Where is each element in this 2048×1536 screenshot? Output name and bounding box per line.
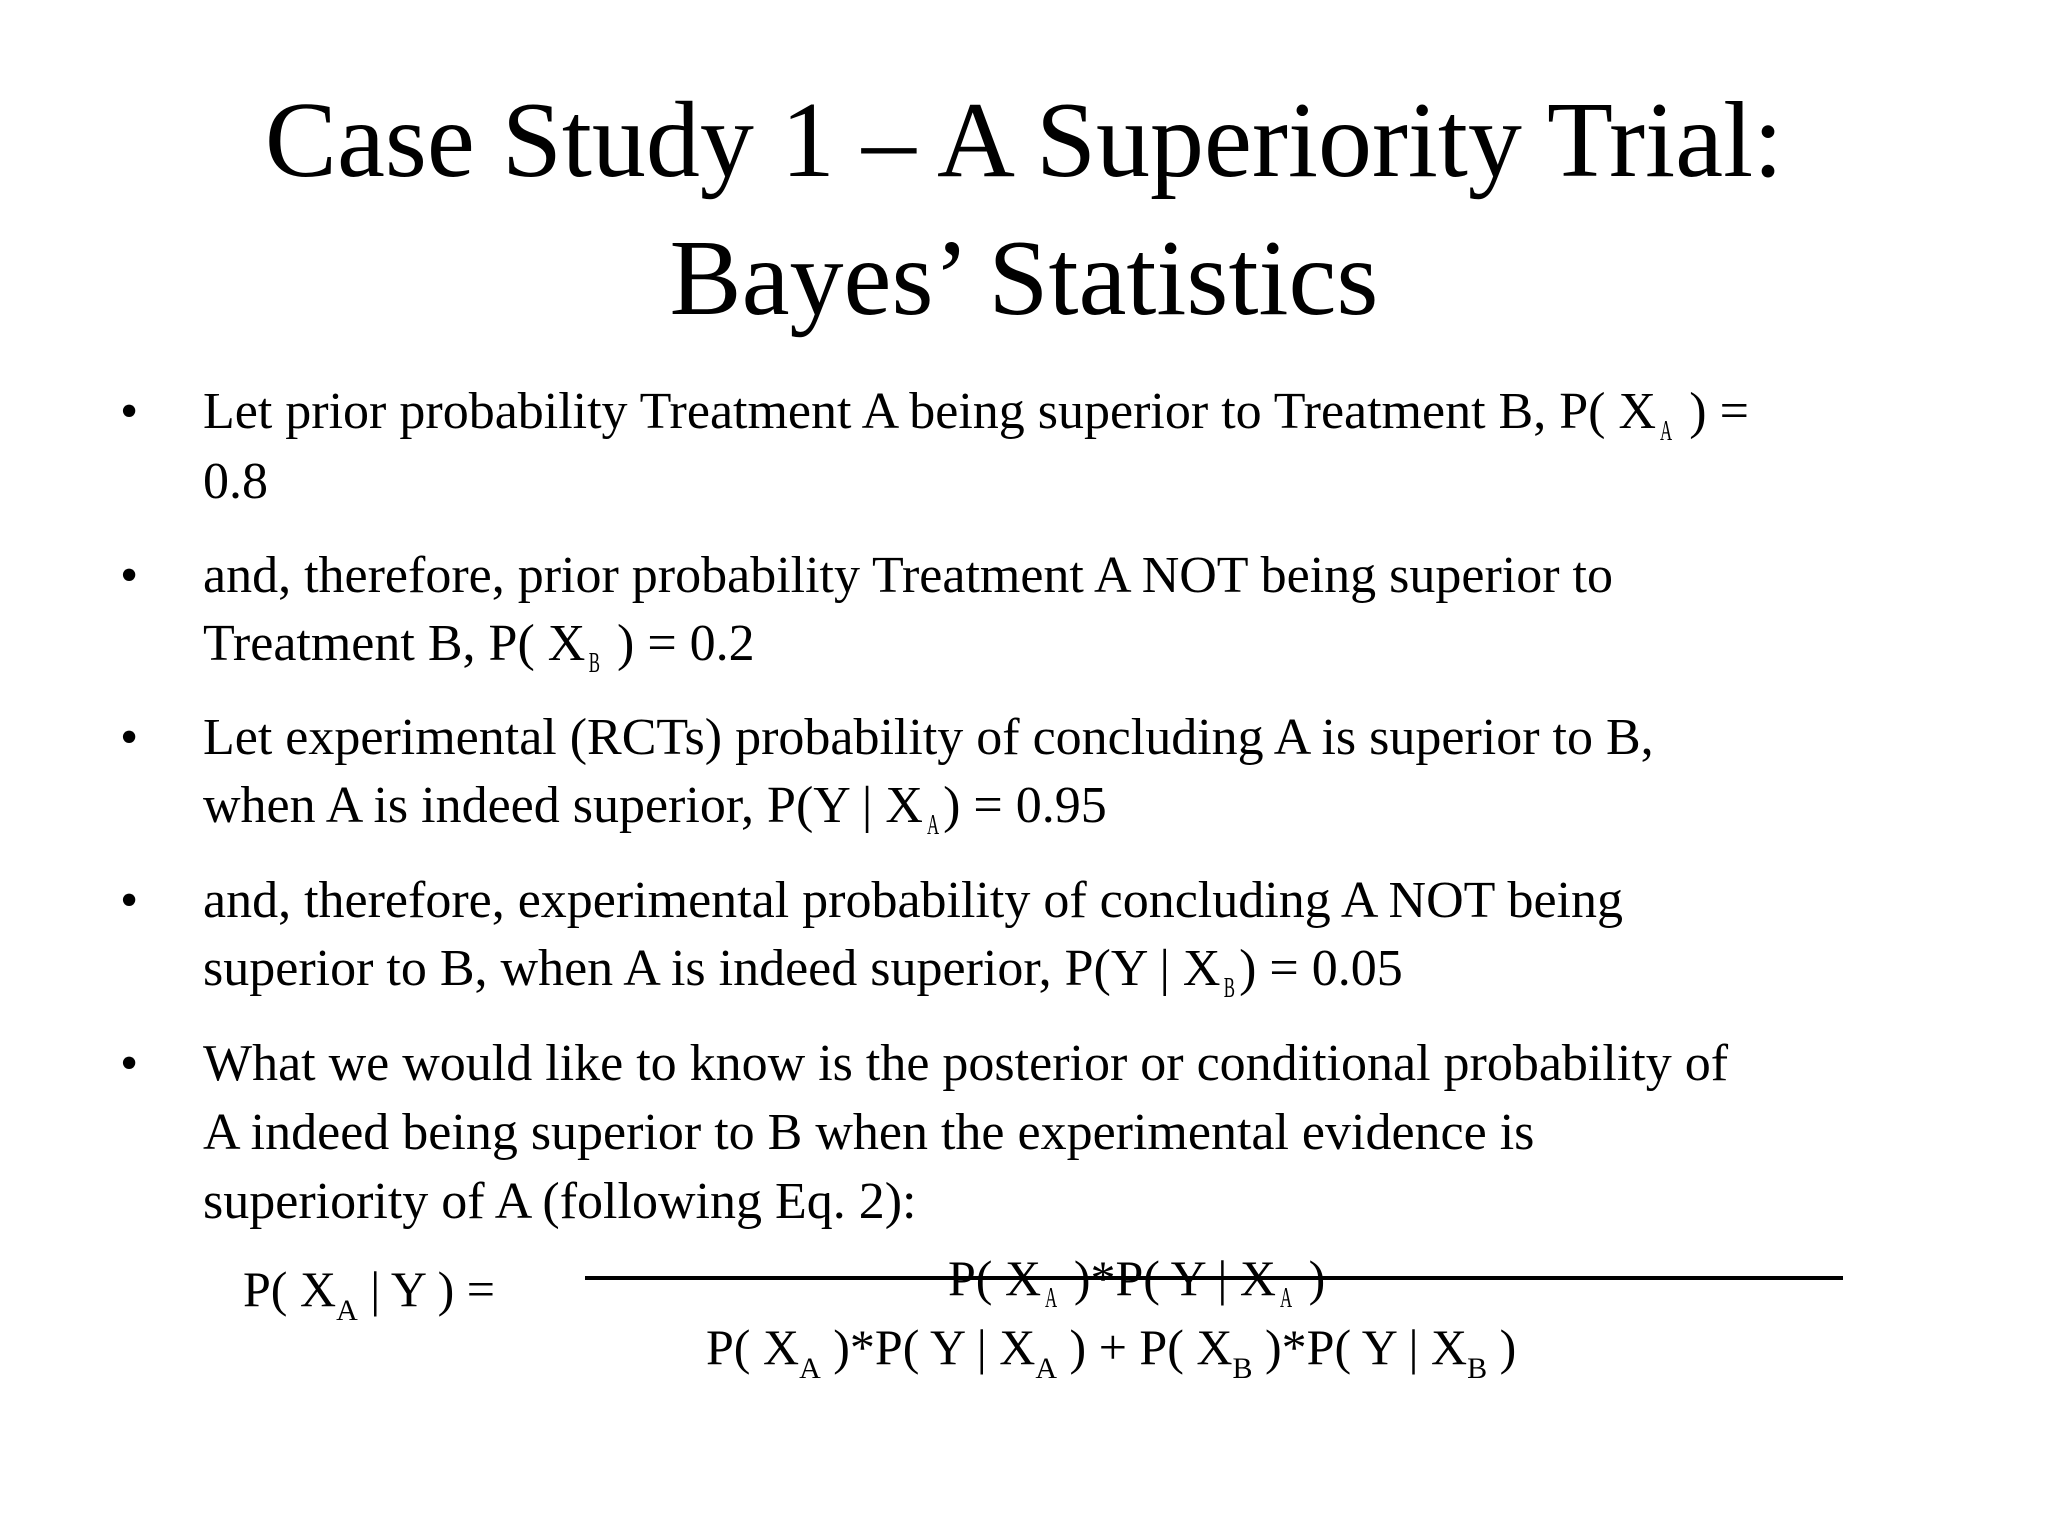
subscript: A	[799, 1352, 821, 1385]
bullet-glyph: •	[120, 1035, 139, 1092]
title-line-2: Bayes’ Statistics	[669, 219, 1379, 338]
text-run: superior to B, when A is indeed superior, P(Y | X	[203, 940, 1221, 997]
bullet-glyph: •	[120, 872, 139, 929]
subscript: A	[926, 810, 940, 841]
bullet-glyph: •	[120, 547, 139, 604]
subscript: A	[1660, 416, 1673, 447]
subscript: A	[1045, 1283, 1058, 1314]
text-run: )*P( Y | X	[1252, 1319, 1468, 1375]
text-run: Let prior probability Treatment A being superior to Treatment B, P( X	[203, 383, 1657, 440]
text-run: ) =	[1676, 383, 1749, 440]
text-run: P( X	[706, 1319, 800, 1375]
bullet-line: What we would like to know is the posterior or conditional probability of	[203, 1035, 1729, 1092]
formula-denominator	[706, 1312, 1516, 1390]
text-run: when A is indeed superior, P(Y | X	[203, 777, 923, 834]
formula-lhs	[243, 1254, 495, 1332]
fraction-bar	[585, 1276, 1843, 1280]
text-run: )	[1487, 1319, 1517, 1375]
bullet-glyph: •	[120, 383, 139, 440]
text-run: ) = 0.95	[943, 777, 1107, 834]
text-run: )*P( Y | X	[820, 1319, 1036, 1375]
text-run: )	[1296, 1250, 1326, 1306]
subscript: A	[1035, 1352, 1058, 1385]
subscript: A	[336, 1294, 358, 1327]
text-run: )*P( Y | X	[1061, 1250, 1276, 1306]
bullet-line: and, therefore, prior probability Treatment A NOT being superior to	[203, 547, 1613, 604]
text-run: ) = 0.2	[604, 615, 755, 672]
text-run: P( X	[243, 1261, 337, 1317]
formula-numerator	[948, 1246, 1325, 1319]
bullet-glyph: •	[120, 709, 139, 766]
subscript: B	[1232, 1352, 1253, 1385]
text-run: | Y ) =	[357, 1261, 496, 1317]
subscript: B	[1224, 973, 1236, 1004]
bullet-line: A indeed being superior to B when the experimental evidence is	[203, 1104, 1535, 1161]
subscript: A	[1279, 1283, 1293, 1314]
text-run: P( X	[948, 1250, 1042, 1306]
text-run: ) = 0.05	[1239, 940, 1403, 997]
bullet-line: superiority of A (following Eq. 2):	[203, 1173, 917, 1230]
subscript: B	[589, 648, 601, 679]
bullet-line: 0.8	[203, 453, 268, 510]
text-run: Treatment B, P( X	[203, 615, 586, 672]
subscript: B	[1467, 1352, 1488, 1385]
bullet-line: Let experimental (RCTs) probability of concluding A is superior to B,	[203, 709, 1654, 766]
title-line-1: Case Study 1 – A Superiority Trial:	[264, 81, 1784, 200]
bullet-line: and, therefore, experimental probability of concluding A NOT being	[203, 872, 1623, 929]
text-run: ) + P( X	[1057, 1319, 1233, 1375]
